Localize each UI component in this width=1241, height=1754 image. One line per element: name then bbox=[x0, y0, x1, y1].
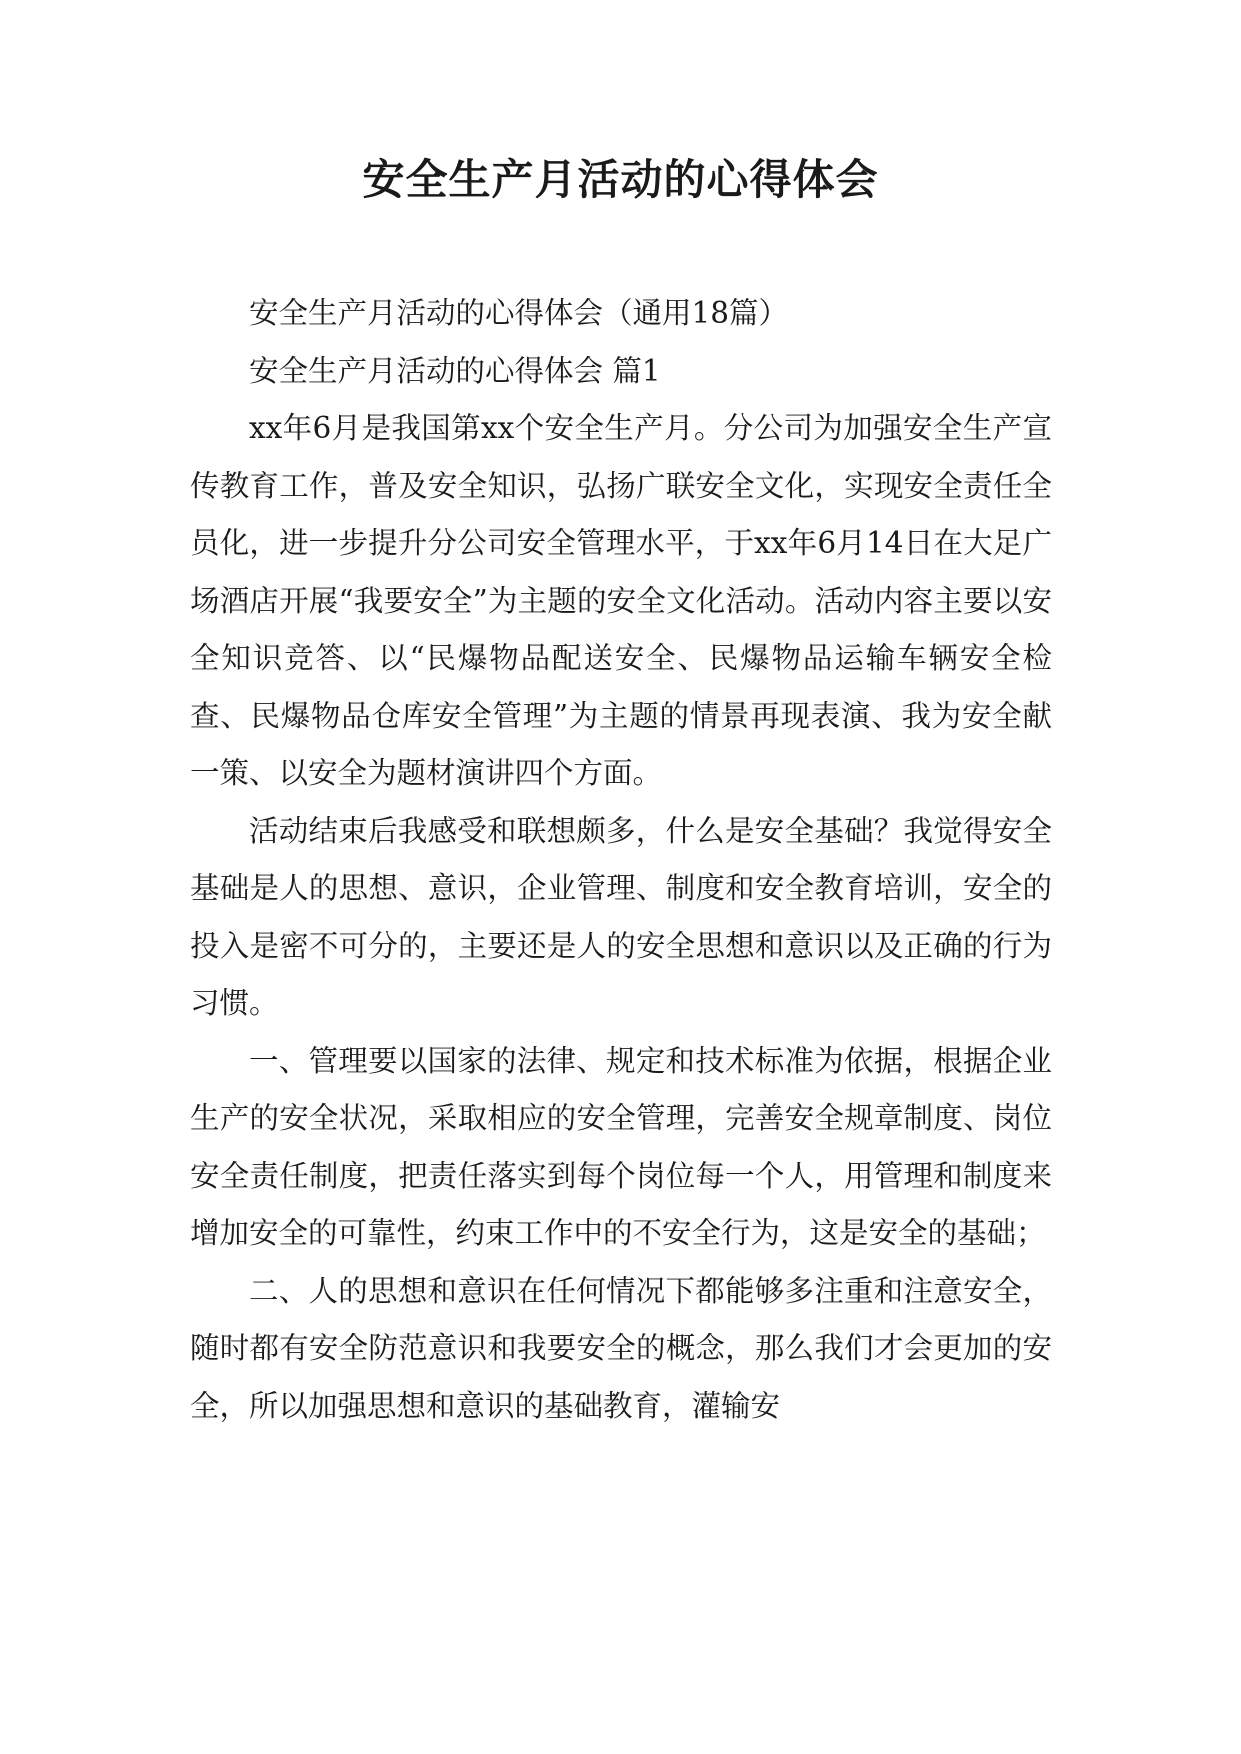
subtitle-paragraph: 安全生产月活动的心得体会（通用18篇） bbox=[249, 296, 789, 330]
document-body bbox=[190, 285, 1052, 1435]
body-paragraph: 活动结束后我感受和联想颇多，什么是安全基础？我觉得安全基础是人的思想、意识，企业管理、制度和安全教育培训，安全的投入是密不可分的，主要还是人的安全思想和意识以及正确的行为习惯。 bbox=[190, 813, 1052, 1020]
body-paragraph: xx年6月是我国第xx个安全生产月。分公司为加强安全生产宣传教育工作，普及安全知识，弘扬广联安全文化，实现安全责任全员化，进一步提升分公司安全管理水平，于xx年6月14日在大足广场酒店开展“我要安全”为主题的安全文化活动。活动内容主要以安全知识竞答、以“民爆物品配送安全、民爆物品运输车辆安全检查、民爆物品仓库安全管理”为主题的情景再现表演、我为安全献一策、以安全为题材演讲四个方面。 bbox=[190, 411, 1052, 790]
section-heading-paragraph: 安全生产月活动的心得体会 篇1 bbox=[249, 353, 661, 388]
document-title: 安全生产月活动的心得体会 bbox=[362, 155, 879, 204]
body-paragraph: 一、管理要以国家的法律、规定和技术标准为依据，根据企业生产的安全状况，采取相应的安全管理，完善安全规章制度、岗位安全责任制度，把责任落实到每个岗位每一个人，用管理和制度来增加安全的可靠性，约束工作中的不安全行为，这是安全的基础； bbox=[190, 1043, 1052, 1250]
body-paragraph: 二、人的思想和意识在任何情况下都能够多注重和注意安全，随时都有安全防范意识和我要安全的概念，那么我们才会更加的安全，所以加强思想和意识的基础教育，灌输安 bbox=[190, 1273, 1052, 1423]
